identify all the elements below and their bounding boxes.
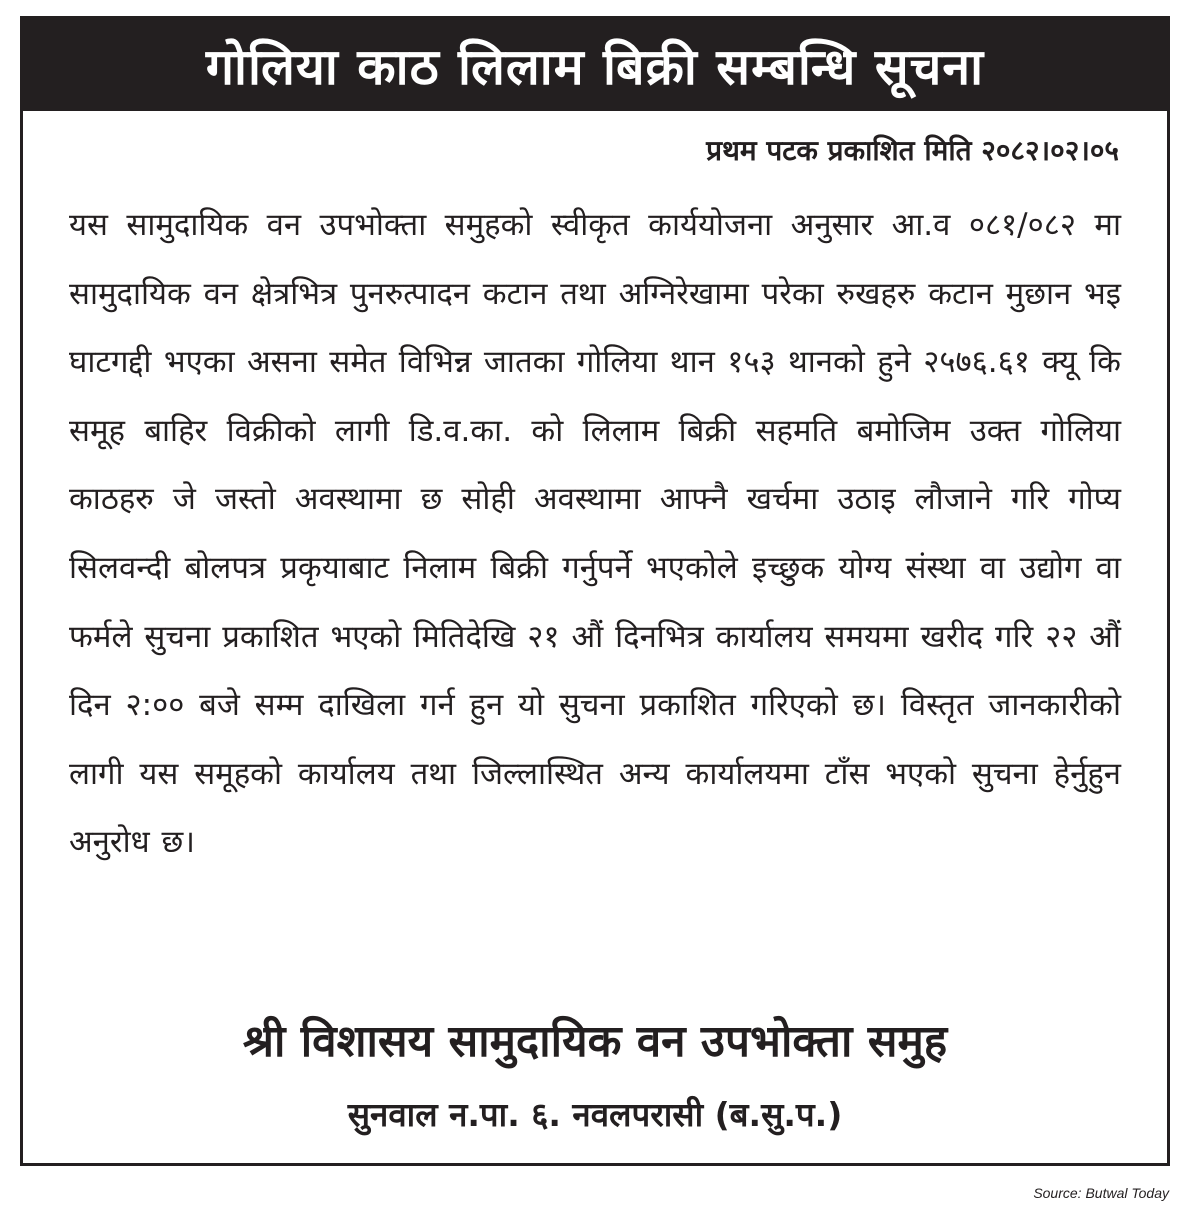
signatory-name: श्री विशासय सामुदायिक वन उपभोक्ता समुह [242, 1016, 948, 1067]
notice-body: यस सामुदायिक वन उपभोक्ता समुहको स्वीकृत कार्ययोजना अनुसार आ.व ०८१/०८२ मा सामुदायिक वन क्षेत्रभित्र पुनरुत्पादन कटान तथा अग्निरेखामा परेका रुखहरु कटान मुछान भइ घाटगद्दी भएका असना समेत विभिन्न जातका गोलिया थान १५३ थानको हुने २५७६.६१ क्यू कि समूह बाहिर विक्रीको लागी डि.व.का. को लिलाम बिक्री सहमति बमोजिम उक्त गोलिया काठहरु जे जस्तो अवस्थामा छ सोही अवस्थामा आफ्नै खर्चमा उठाइ लौजाने गरि गोप्य सिलवन्दी बोलपत्र प्रकृयाबाट निलाम बिक्री गर्नुपर्ने भएकोले इच्छुक योग्य संस्था वा उद्योग वा फर्मले सुचना प्रकाशित भएको मितिदेखि २१ औं दिनभित्र कार्यालय समयमा खरीद गरि २२ औं दिन २:०० बजे सम्म दाखिला गर्न हुन यो सुचना प्रकाशित गरिएको छ। विस्तृत जानकारीको लागी यस समूहको कार्यालय तथा जिल्लास्थित अन्य कार्यालयमा टाँस भएको सुचना हेर्नुहुन अनुरोध छ। [69, 207, 1121, 861]
source-credit: Source: Butwal Today [1033, 1185, 1169, 1201]
signatory-address: सुनवाल न.पा. ६. नवलपरासी (ब.सु.प.) [347, 1095, 843, 1134]
publish-date: प्रथम पटक प्रकाशित मिति २०८२।०२।०५ [706, 134, 1119, 167]
notice-frame [20, 16, 1170, 1166]
notice-title: गोलिया काठ लिलाम बिक्री सम्बन्धि सूचना [205, 38, 985, 96]
title-bar [23, 19, 1167, 111]
